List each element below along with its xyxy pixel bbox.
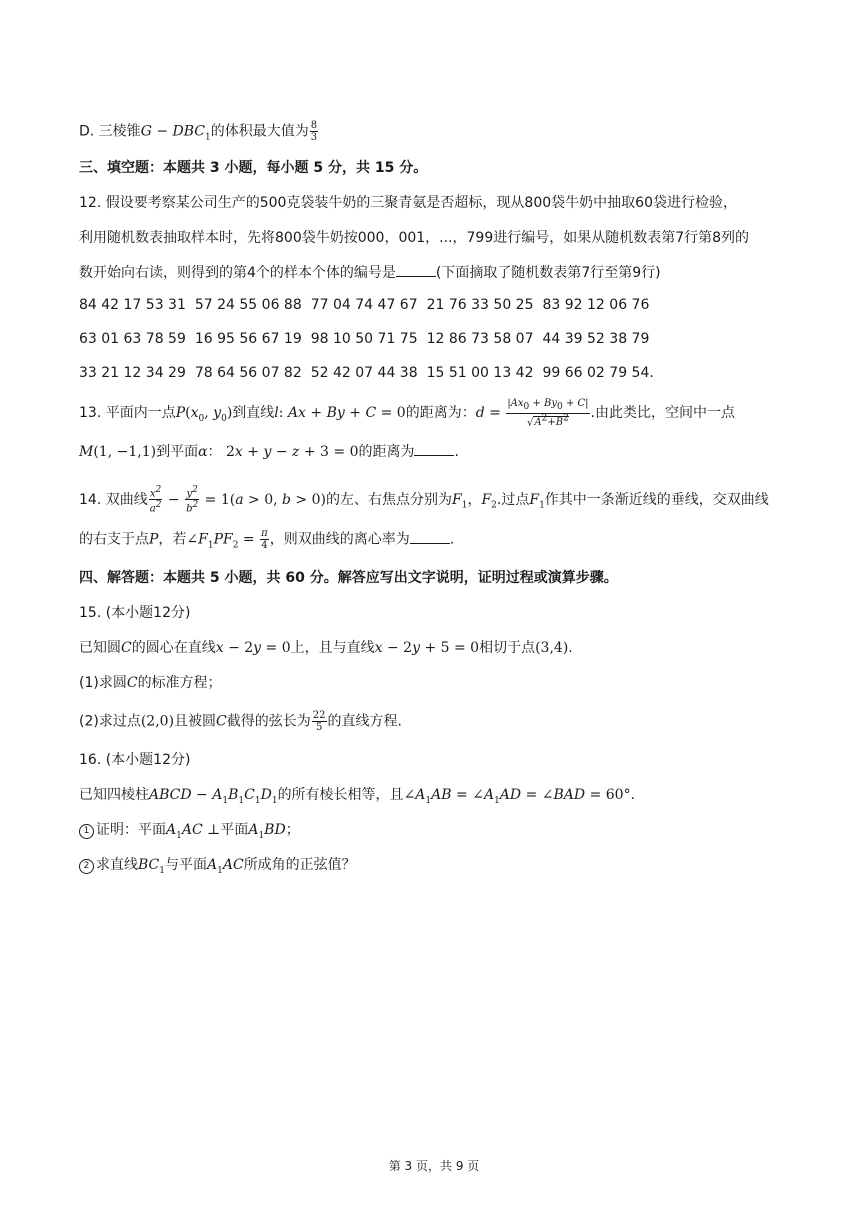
q15-title: 15. (本小题12分) — [79, 605, 191, 621]
section-3-heading: 三、填空题：本题共 3 小题，每小题 5 分，共 15 分。 — [79, 160, 428, 176]
random-table-row-9: 33 21 12 34 29 78 64 56 07 82 52 42 07 44 38 15 51 00 13 42 99 66 02 79 54. — [79, 365, 654, 381]
answer-blank — [414, 441, 454, 456]
q15-part-2: (2)求过点(2,0)且被圆C截得的弦长为 $\frac{22}{5}$ 的直线方程. — [79, 710, 402, 733]
page-footer: 第 3 页，共 9 页 — [388, 1159, 480, 1173]
q14-line-1: 14. 双曲线 $\frac{x^2}{a^2}$ − $\frac{y^2}{b^2}$ = 1(a > 0, b > 0)的左、右焦点分别为$F_1$，$F_2$.过点$F_1$作其中一条渐近线的垂线，交双曲线 — [79, 485, 769, 515]
q15-part-1: (1)求圆C的标准方程； — [79, 675, 222, 691]
q12-line-3: 数开始向右读，则得到的第4个的样本个体的编号是 (下面摘取了随机数表第7行至第9行) — [79, 262, 808, 283]
random-table-row-8: 63 01 63 78 59 16 95 56 67 19 98 10 50 71 75 12 86 73 58 07 44 39 52 38 79 — [79, 331, 650, 347]
fraction-8-3: $\frac{8}{3}$ — [310, 120, 318, 143]
random-table-row-7: 84 42 17 53 31 57 24 55 06 88 77 04 74 47 67 21 76 33 50 25 83 92 12 06 76 — [79, 297, 650, 313]
answer-blank — [410, 529, 450, 544]
circled-number-2: 2 — [79, 859, 94, 874]
q16-stem: 已知四棱柱ABCD − $A_1B_1C_1D_1$的所有棱长相等，且$\angle A_1AB$ = $\angle A_1AD$ = ∠BAD = 60°. — [79, 787, 636, 806]
q15-stem: 已知圆C的圆心在直线x − 2y = 0上，且与直线x − 2y + 5 = 0相切于点(3,4). — [79, 640, 573, 656]
q16-title: 16. (本小题12分) — [79, 752, 191, 768]
q12-line-1: 12. 假设要考察某公司生产的500克袋装牛奶的三聚青氨是否超标，现从800袋牛奶中抽取60袋进行检验， — [79, 195, 737, 211]
q12-line-2: 利用随机数表抽取样本时，先将800袋牛奶按000，001，...，799进行编号，如果从随机数表第7行第8列的 — [79, 230, 750, 246]
q13-line-1: 13. 平面内一点$P(x_0$, $y_0$)到直线l: Ax + By + C = 0的距离为：d = $\frac{|Ax_0 + By_0 + C|}{√A^2+B^2}$ .由此类比，空间中一点 — [79, 398, 735, 429]
answer-blank — [396, 262, 436, 277]
q16-sub-1: 1 证明：平面$A_1AC$ ⊥平面$A_1BD$； — [79, 820, 808, 846]
q14-line-2: 的右支于点P，若$\angle F_1PF_2$ = $\frac{\pi}{4}$ ，则双曲线的离心率为 . — [79, 528, 455, 551]
distance-formula-fraction: $\frac{|Ax_0 + By_0 + C|}{√A^2+B^2}$ — [507, 398, 589, 429]
circled-number-1: 1 — [79, 824, 94, 839]
section-4-heading: 四、解答题：本题共 5 小题，共 60 分。解答应写出文字说明，证明过程或演算步骤。 — [79, 570, 618, 586]
q11-option-d: D. 三棱锥$G - DBC_1$的体积最大值为 $\frac{8}{3}$ — [79, 120, 318, 143]
q16-sub-2: 2 求直线$BC_1$与平面$A_1AC$所成角的正弦值？ — [79, 855, 808, 881]
q13-line-2: M(1, −1,1)到平面α： 2x + y − z + 3 = 0的距离为 . — [79, 441, 808, 462]
